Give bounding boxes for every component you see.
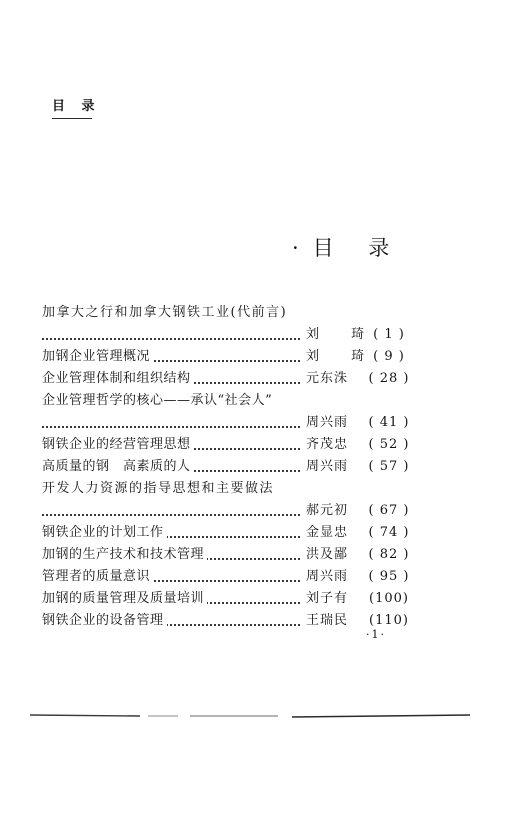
running-head-title: 目 录 [52,99,101,114]
toc-entry-page: ( 74 ) [368,525,410,540]
toc-entry-author: 周兴雨 [302,566,362,588]
toc-entry-page: ( 41 ) [368,415,410,430]
toc-entry [42,324,412,346]
toc-entry-page: ( 57 ) [368,459,410,474]
toc-entry-page: ( 52 ) [368,437,410,452]
toc-entry-page: ( 1 ) [373,327,405,342]
toc-entry-author: 刘 琦 [302,346,362,368]
toc-entry-title: 企业管理体制和组织结构 [42,368,194,390]
toc-entry [42,390,412,412]
toc-entry [42,302,412,324]
toc-entry-page: ( 82 ) [368,547,410,562]
toc-entry [42,368,412,390]
toc-entry [42,588,412,610]
toc-entry-author: 金显忠 [302,522,362,544]
toc-entry [42,522,412,544]
toc-entry-page: ( 28 ) [368,371,410,386]
toc-entry-author: 王瑞民 [302,610,362,632]
dot-leader [42,426,300,428]
toc-entry-author: 周兴雨 [302,456,362,478]
toc-entry-title: 开发人力资源的指导思想和主要做法 [42,478,277,500]
running-head-underline [52,118,92,119]
dot-leader [42,338,300,340]
toc-heading: ·目 录 [292,236,404,260]
dot-leader [42,514,300,516]
toc-entry-page: ( 67 ) [368,503,410,518]
toc-entry-title: 钢铁企业的经营管理思想 [42,434,194,456]
toc-entry-title: 加钢的质量管理及质量培训 [42,588,207,610]
toc-entry-page: (110) [369,613,409,628]
toc-entry [42,346,412,368]
toc-entry-page: ( 9 ) [373,349,405,364]
toc-entry-author: 齐茂忠 [302,434,362,456]
toc-entry [42,500,412,522]
toc-list [42,302,412,632]
toc-entry-title: 企业管理哲学的核心——承认“社会人” [42,390,275,412]
toc-entry [42,456,412,478]
toc-entry-page: (100) [369,591,409,606]
toc-entry-title: 加拿大之行和加拿大钢铁工业(代前言) [42,302,290,324]
toc-entry [42,566,412,588]
toc-entry [42,610,412,632]
toc-entry-title: 加钢企业管理概况 [42,346,153,368]
toc-entry-author: 刘 琦 [302,324,362,346]
toc-entry-author: 刘子有 [302,588,362,610]
toc-entry-author: 郝元初 [302,500,362,522]
toc-entry-title: 钢铁企业的设备管理 [42,610,167,632]
toc-entry-title: 钢铁企业的计划工作 [42,522,167,544]
toc-entry-title: 加钢的生产技术和技术管理 [42,544,207,566]
toc-entry-page: ( 95 ) [368,569,410,584]
toc-entry-title: 高质量的钢 高素质的人 [42,456,194,478]
toc-entry [42,544,412,566]
toc-entry [42,412,412,434]
bottom-rule-line [30,712,470,720]
toc-entry-title: 管理者的质量意识 [42,566,153,588]
toc-entry-author: 周兴雨 [302,412,362,434]
toc-entry [42,478,412,500]
page-number: ·1· [366,628,386,641]
toc-entry [42,434,412,456]
toc-entry-author: 洪及鄙 [302,544,362,566]
toc-entry-author: 元东洙 [302,368,362,390]
